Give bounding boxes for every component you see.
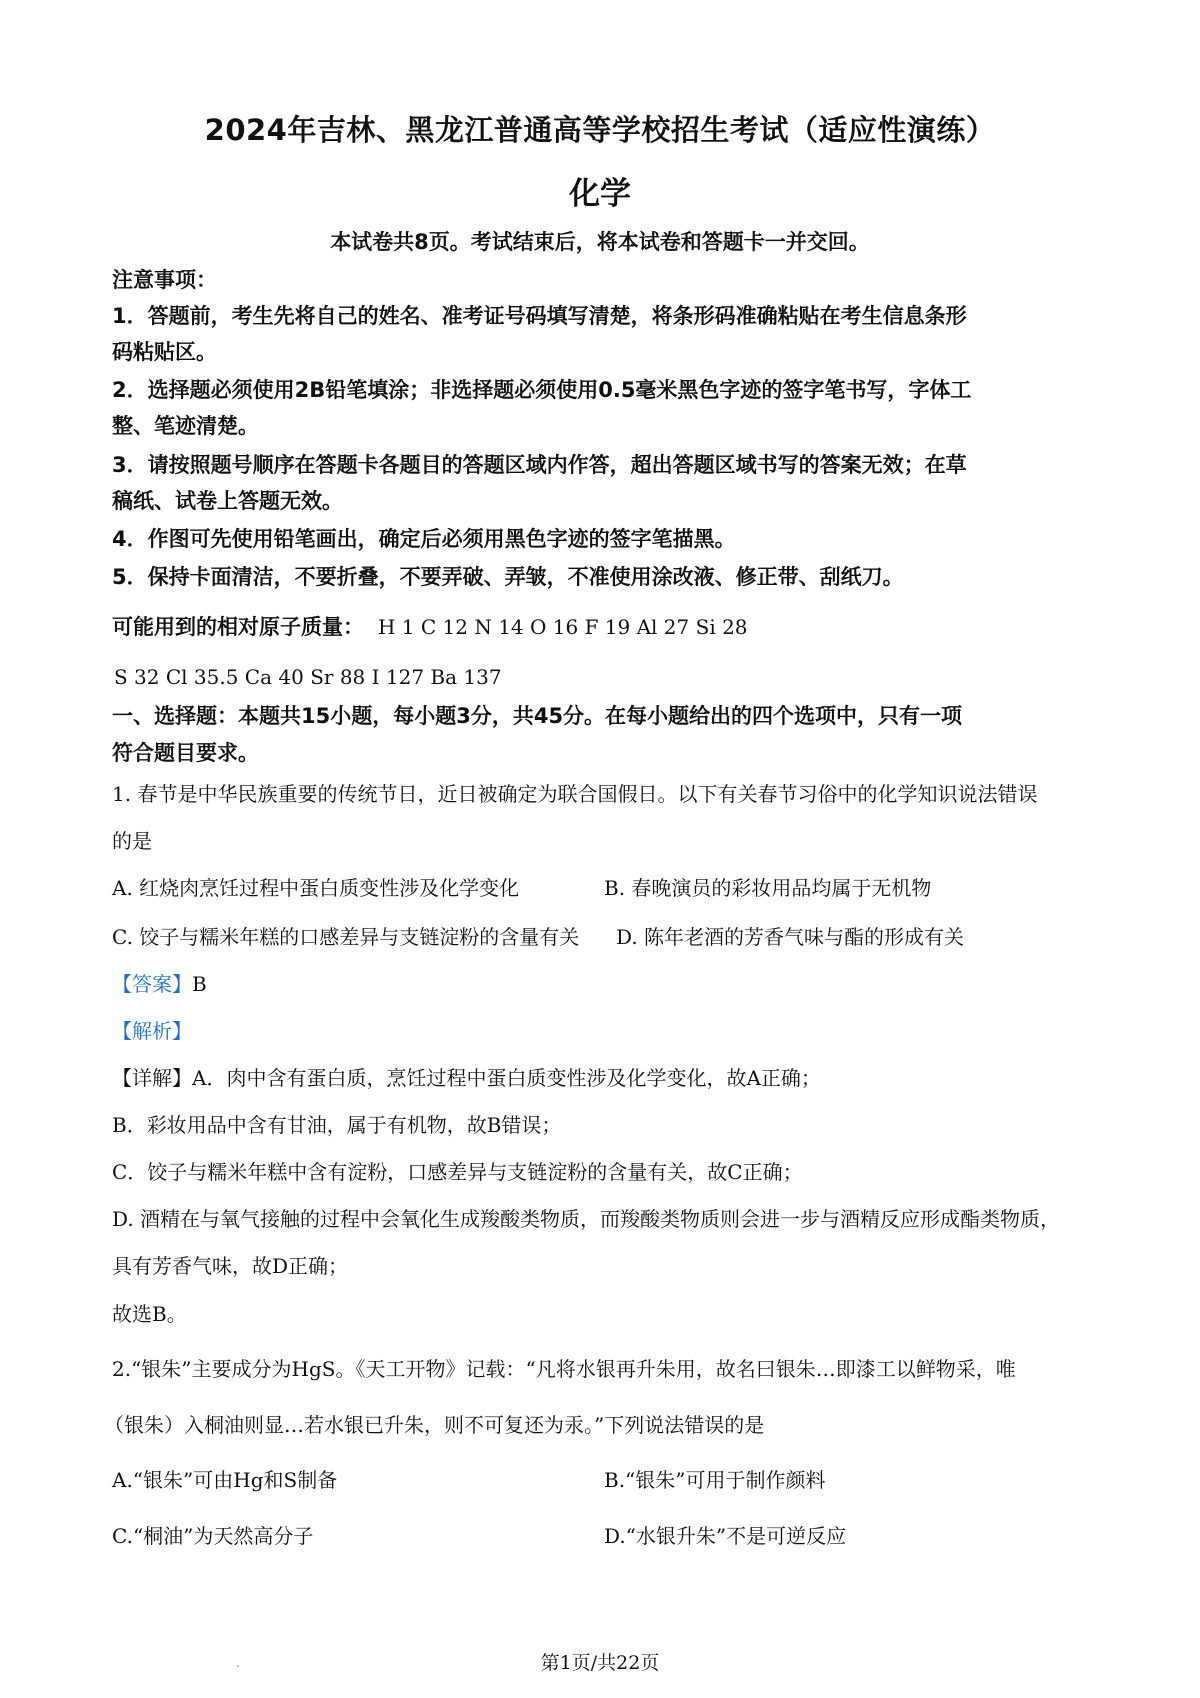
- q1-answer: [112, 967, 1102, 1001]
- atomic-mass-line-2: S 32 Cl 35.5 Ca 40 Sr 88 I 127 Ba 137: [114, 665, 502, 689]
- q1-option-b: B. 春晚演员的彩妆用品均属于无机物: [604, 876, 932, 900]
- exam-title: 2024年吉林、黑龙江普通高等学校招生考试（适应性演练）: [204, 113, 996, 147]
- q2-option-c: C.“桐油”为天然高分子: [112, 1524, 314, 1548]
- note-3-line-1: 3．请按照题号顺序在答题卡各题目的答题区域内作答，超出答题区域书写的答案无效；在草: [112, 453, 967, 477]
- note-2-line-2: 整、笔迹清楚。: [112, 414, 259, 438]
- note-4: 4．作图可先使用铅笔画出，确定后必须用黑色字迹的签字笔描黑。: [112, 527, 736, 551]
- note-1-line-2: 码粘贴区。: [112, 340, 217, 364]
- q2-stem-line-2: （银朱）入桐油则显…若水银已升朱，则不可复还为汞。”下列说法错误的是: [104, 1413, 765, 1437]
- q1-stem-line-1: 1. 春节是中华民族重要的传统节日，近日被确定为联合国假日。以下有关春节习俗中的化学知识说法错误: [112, 782, 1038, 806]
- answer-tag: 【答案】: [112, 972, 192, 996]
- q1-detail-c: C．饺子与糯米年糕中含有淀粉，口感差异与支链淀粉的含量有关，故C正确；: [112, 1160, 803, 1184]
- q2-option-d: D.“水银升朱”不是可逆反应: [604, 1524, 847, 1548]
- q1-stem-line-2: 的是: [112, 829, 152, 853]
- q1-detail-d-line-1: D. 酒精在与氧气接触的过程中会氧化生成羧酸类物质，而羧酸类物质则会进一步与酒精反应形成酯类物质，: [112, 1207, 1061, 1231]
- q2-stem-line-1: 2.“银朱”主要成分为HgS。《天工开物》记载：“凡将水银再升朱用，故名曰银朱…即漆工以鲜物采，唯: [112, 1357, 1016, 1381]
- q1-detail-a: [112, 1061, 1102, 1095]
- note-1-line-1: 1．答题前，考生先将自己的姓名、准考证号码填写清楚，将条形码准确粘贴在考生信息条形: [112, 304, 967, 328]
- analysis-tag: 【解析】: [112, 1019, 192, 1043]
- q1-option-a: A. 红烧肉烹饪过程中蛋白质变性涉及化学变化: [112, 876, 520, 900]
- notes-heading: 注意事项：: [112, 268, 217, 292]
- note-3-line-2: 稿纸、试卷上答题无效。: [112, 489, 343, 513]
- note-5: 5．保持卡面清洁，不要折叠，不要弄破、弄皱，不准使用涂改液、修正带、刮纸刀。: [112, 565, 904, 589]
- section-heading-line-1: 一、选择题：本题共15小题，每小题3分，共45分。在每小题给出的四个选项中，只有一项: [112, 704, 963, 728]
- subject-title: 化学: [569, 176, 631, 212]
- q1-option-c: C. 饺子与糯米年糕的口感差异与支链淀粉的含量有关: [112, 925, 580, 949]
- detail-a-text: A．肉中含有蛋白质，烹饪过程中蛋白质变性涉及化学变化，故A正确；: [192, 1066, 821, 1090]
- answer-value: B: [192, 972, 207, 996]
- atomic-mass-values-1: H 1 C 12 N 14 O 16 F 19 Al 27 Si 28: [378, 615, 748, 639]
- q1-conclusion: 故选B。: [112, 1302, 187, 1326]
- atomic-mass-line-1: [112, 610, 1102, 644]
- section-heading-line-2: 符合题目要求。: [112, 741, 259, 765]
- note-2-line-1: 2．选择题必须使用2B铅笔填涂；非选择题必须使用0.5毫米黑色字迹的签字笔书写，字体工: [112, 378, 972, 402]
- q1-option-d: D. 陈年老酒的芳香气味与酯的形成有关: [616, 925, 965, 949]
- page-number: 第1页/共22页: [540, 1652, 660, 1674]
- exam-intro: 本试卷共8页。考试结束后，将本试卷和答题卡一并交回。: [330, 230, 870, 254]
- q2-option-a: A.“银朱”可由Hg和S制备: [112, 1468, 338, 1492]
- q2-option-b: B.“银朱”可用于制作颜料: [604, 1468, 826, 1492]
- q1-detail-d-line-2: 具有芳香气味，故D正确；: [112, 1254, 349, 1278]
- atomic-mass-label: 可能用到的相对原子质量：: [112, 615, 364, 639]
- detail-tag: 【详解】: [112, 1066, 192, 1090]
- q1-detail-b: B．彩妆用品中含有甘油，属于有机物，故B错误；: [112, 1113, 562, 1137]
